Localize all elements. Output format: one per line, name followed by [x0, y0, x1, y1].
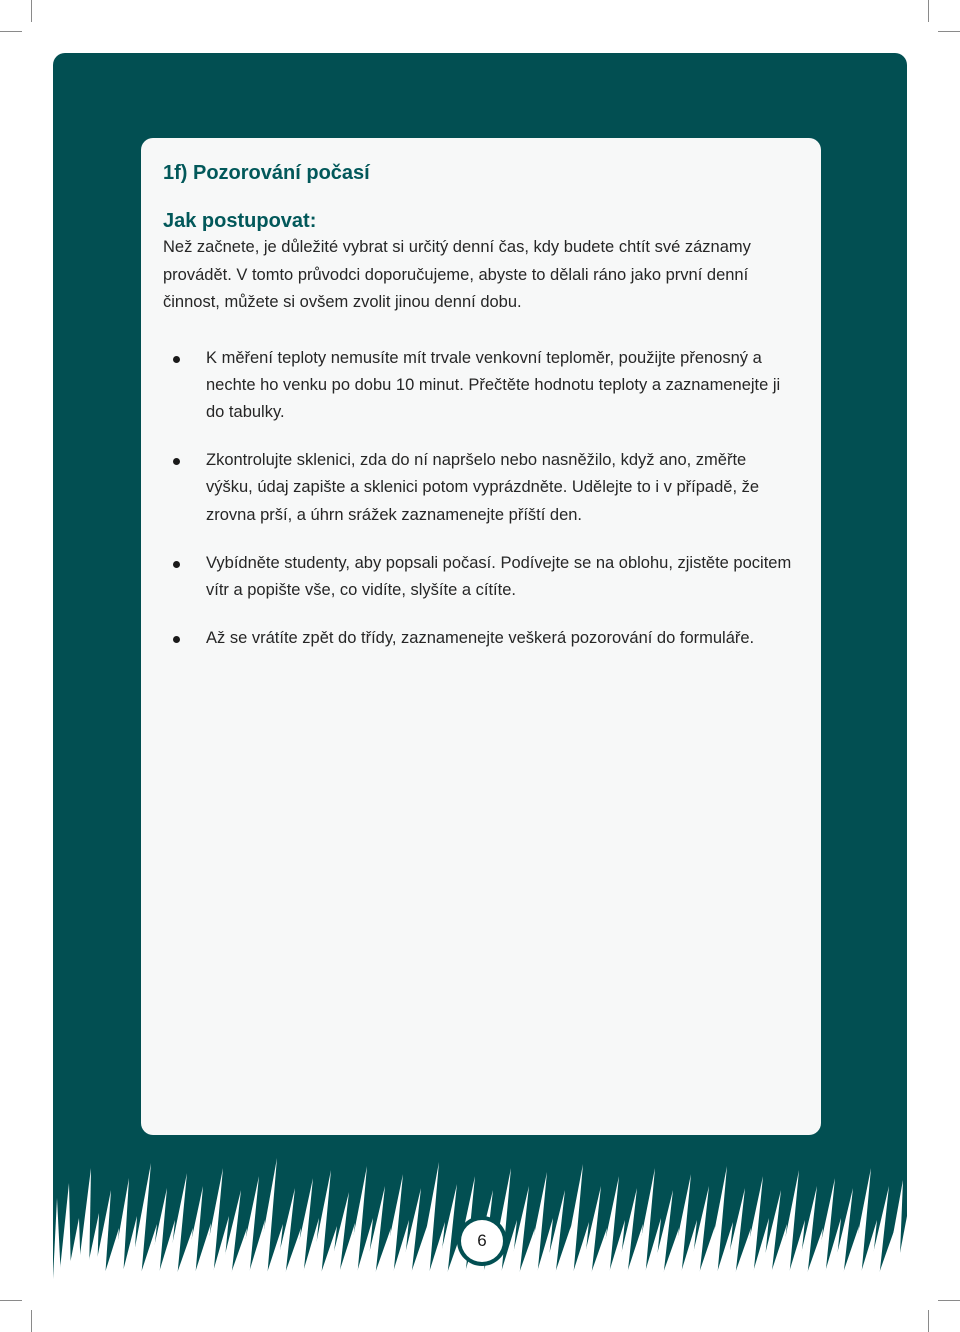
page-number-badge [457, 1216, 507, 1266]
steps-list [163, 345, 803, 653]
bullet-dot-icon [173, 636, 180, 643]
list-item [163, 550, 796, 604]
list-item [163, 345, 796, 427]
section-title: 1f) Pozorování počasí [163, 162, 370, 184]
step-text: Až se vrátíte zpět do třídy, zaznamenejte veškerá pozorování do formuláře. [206, 629, 755, 648]
crop-mark [31, 1310, 32, 1332]
bullet-dot-icon [173, 356, 180, 363]
crop-mark [938, 1300, 960, 1301]
intro-paragraph: Než začnete, je důležité vybrat si určitý denní čas, kdy budete chtít své záznamy provádět. V tomto průvodci doporučujeme, abyste to dělali ráno jako první denní činnost, můžete si ovšem zvolit jinou denní dobu. [163, 238, 751, 311]
bullet-dot-icon [173, 458, 180, 465]
crop-mark [0, 31, 22, 32]
bullet-dot-icon [173, 561, 180, 568]
crop-mark [938, 31, 960, 32]
step-text: Zkontrolujte sklenici, zda do ní napršelo nebo nasněžilo, když ano, změřte výšku, údaj zapište a sklenici potom vyprázdněte. Udělejte to i v případě, že zrovna prší, a úhrn srážek zaznamenejte příští den. [206, 451, 760, 524]
step-text: K měření teploty nemusíte mít trvale venkovní teploměr, použijte přenosný a nechte ho venku po dobu 10 minut. Přečtěte hodnotu teploty a zaznamenejte ji do tabulky. [206, 348, 781, 421]
list-item [163, 447, 796, 529]
crop-mark [928, 0, 929, 22]
document-content [163, 158, 803, 673]
procedure-heading: Jak postupovat: [163, 210, 317, 232]
list-item [163, 625, 796, 652]
page-number: 6 [461, 1220, 503, 1262]
step-text: Vybídněte studenty, aby popsali počasí. Podívejte se na oblohu, zjistěte pocitem vítr a popište vše, co vidíte, slyšíte a cítíte. [206, 553, 792, 599]
crop-mark [0, 1300, 22, 1301]
crop-mark [31, 0, 32, 22]
crop-mark [928, 1310, 929, 1332]
